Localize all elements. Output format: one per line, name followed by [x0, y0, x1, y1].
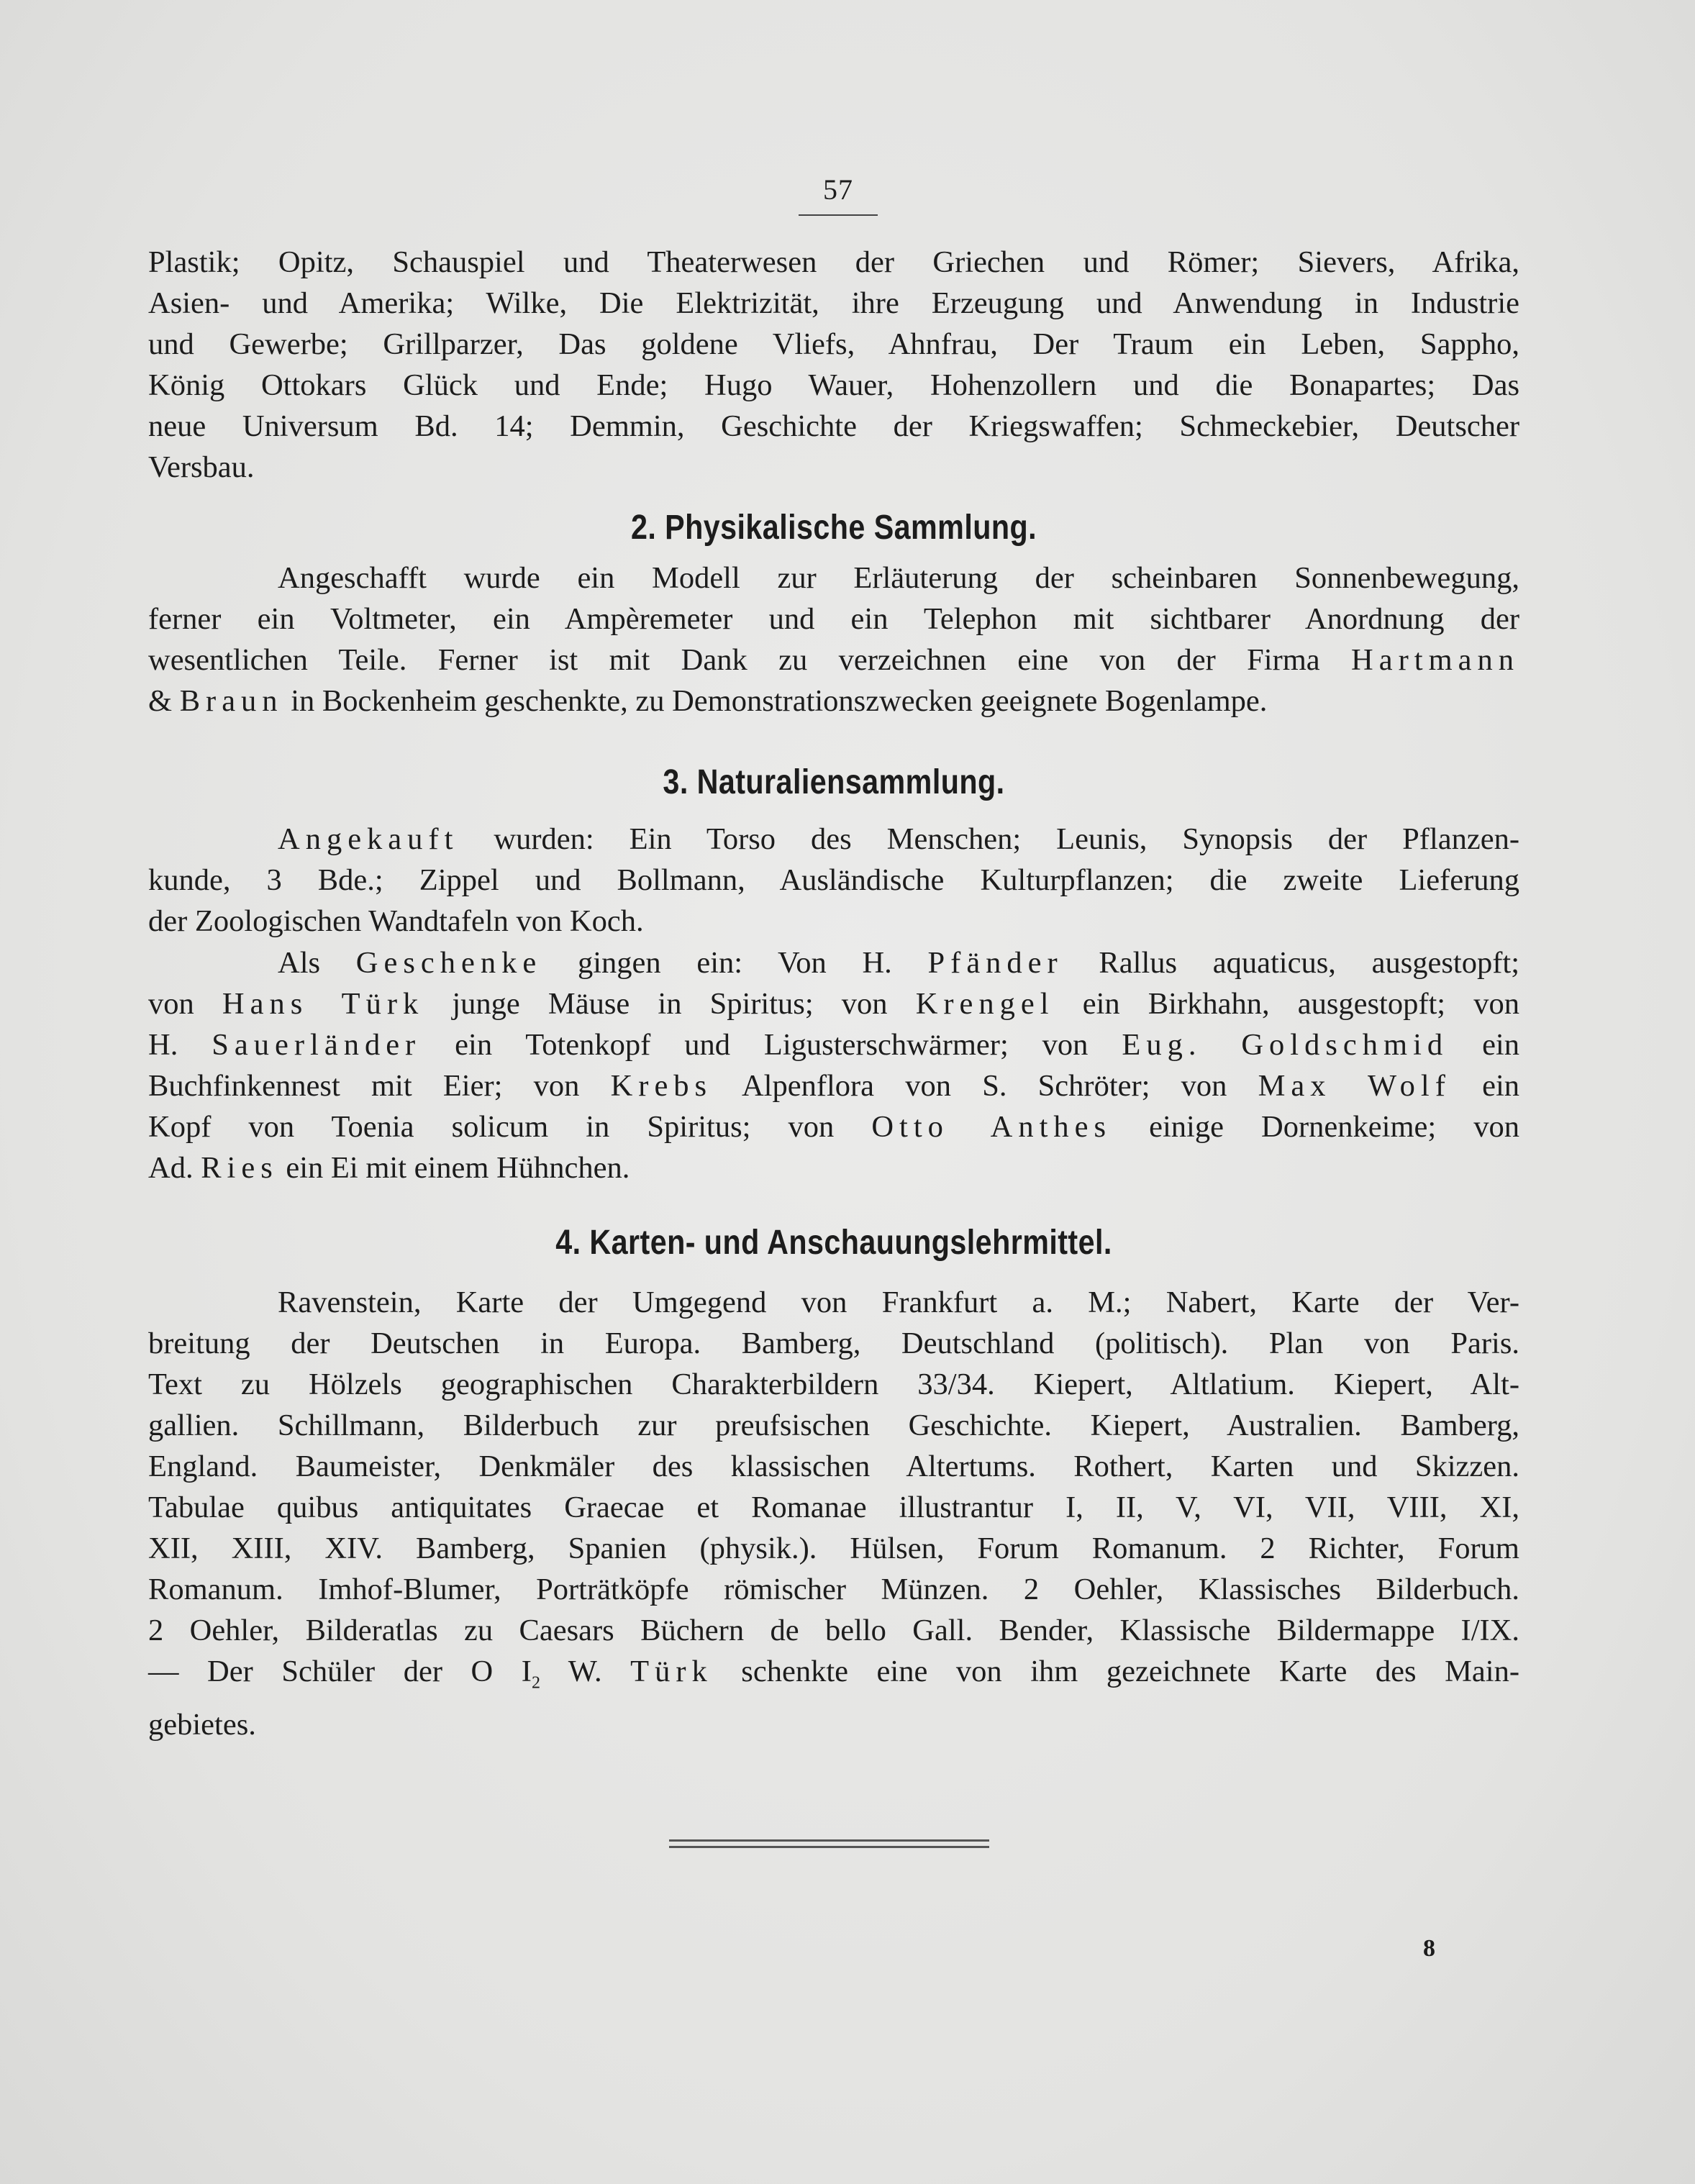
text-line: Versbau. [148, 450, 255, 484]
text-line: ferner ein Voltmeter, ein Ampèremeter und ein Telephon mit sichtbarer Anordnung der [148, 602, 1519, 636]
spaced-name: Krengel [915, 987, 1055, 1021]
text-line: König Ottokars Glück und Ende; Hugo Wauer, Hohenzollern und die Bonapartes; Das [148, 368, 1519, 402]
text-line: kunde, 3 Bde.; Zippel und Bollmann, Ausländische Kulturpflanzen; die zweite Lieferung [148, 863, 1519, 897]
text-line: der Zoologischen Wandtafeln von Koch. [148, 904, 644, 938]
text-line: & Braun in Bockenheim geschenkte, zu Demonstrationszwecken geeignete Bogenlampe. [148, 684, 1268, 718]
spaced-name: Pfänder [927, 946, 1063, 980]
end-rule-bottom [669, 1846, 989, 1848]
intro-paragraph [148, 242, 1519, 488]
text-line: Plastik; Opitz, Schauspiel und Theaterwesen der Griechen und Römer; Sievers, Afrika, [148, 245, 1519, 279]
text-line: Angeschafft wurde ein Modell zur Erläuterung der scheinbaren Sonnenbewegung, [278, 561, 1519, 595]
text-line: Asien- und Amerika; Wilke, Die Elektrizität, ihre Erzeugung und Anwendung in Industrie [148, 286, 1519, 320]
subscript: 2 [531, 1673, 540, 1693]
section2-paragraph [148, 558, 1519, 722]
text-line: England. Baumeister, Denkmäler des klassischen Altertums. Rothert, Karten und Skizzen. [148, 1450, 1519, 1483]
printer-signature: 8 [1423, 1935, 1435, 1962]
text-line: Kopf von Toenia solicum in Spiritus; von Otto Anthes einige Dornenkeime; von [148, 1110, 1519, 1144]
text-line: von Hans Türk junge Mäuse in Spiritus; von Krengel ein Birkhahn, ausgestopft; von [148, 987, 1519, 1021]
spaced-name: Geschenke [355, 946, 542, 980]
spaced-name: Otto Anthes [871, 1110, 1112, 1144]
text-line: Text zu Hölzels geographischen Charakterbildern 33/34. Kiepert, Altlatium. Kiepert, Alt- [148, 1368, 1519, 1401]
spaced-name: Türk [630, 1655, 713, 1688]
text-line: Buchfinkennest mit Eier; von Krebs Alpenflora von S. Schröter; von Max Wolf ein [148, 1069, 1520, 1103]
section3-paragraph-1 [148, 819, 1519, 942]
spaced-name: Ries [201, 1151, 278, 1185]
text-line: neue Universum Bd. 14; Demmin, Geschichte der Kriegswaffen; Schmeckebier, Deutscher [148, 409, 1519, 443]
spaced-name: Sauerländer [212, 1028, 422, 1062]
text-line: breitung der Deutschen in Europa. Bamberg, Deutschland (politisch). Plan von Paris. [148, 1327, 1519, 1360]
text-line: gallien. Schillmann, Bilderbuch zur preufsischen Geschichte. Kiepert, Australien. Bamberg, [148, 1409, 1519, 1442]
spaced-name: Max Wolf [1258, 1069, 1451, 1103]
spaced-name: Eug. Goldschmid [1122, 1028, 1449, 1062]
text-line: wesentlichen Teile. Ferner ist mit Dank zu verzeichnen eine von der Firma Hartmann [148, 643, 1519, 677]
text-line: Angekauft wurden: Ein Torso des Menschen; Leunis, Synopsis der Pflanzen- [278, 822, 1519, 856]
spaced-name: Hans Türk [222, 987, 424, 1021]
spaced-name: Angekauft [278, 822, 459, 856]
text-line: XII, XIII, XIV. Bamberg, Spanien (physik.). Hülsen, Forum Romanum. 2 Richter, Forum [148, 1532, 1519, 1565]
text-line: H. Sauerländer ein Totenkopf und Ligusterschwärmer; von Eug. Goldschmid ein [148, 1028, 1519, 1062]
text-line: Romanum. Imhof-Blumer, Porträtköpfe römischer Münzen. 2 Oehler, Klassisches Bilderbuch. [148, 1573, 1519, 1606]
spaced-name: Hartmann [1351, 643, 1519, 677]
text-line: 2 Oehler, Bilderatlas zu Caesars Büchern de bello Gall. Bender, Klassische Bildermappe I/IX. [148, 1614, 1519, 1647]
section3-paragraph-2 [148, 942, 1519, 1188]
text-line: gebietes. [148, 1707, 256, 1742]
section-heading-naturaliensammlung: 3. Naturaliensammlung. [663, 763, 1005, 801]
text-line: und Gewerbe; Grillparzer, Das goldene Vliefs, Ahnfrau, Der Traum ein Leben, Sappho, [148, 327, 1519, 361]
text-line: Ad. Ries ein Ei mit einem Hühnchen. [148, 1151, 630, 1185]
section-heading-physikalische-sammlung: 2. Physikalische Sammlung. [630, 509, 1037, 547]
section4-paragraph [148, 1282, 1519, 1745]
spaced-name: Krebs [610, 1069, 713, 1103]
end-rule-top [669, 1839, 989, 1842]
spaced-name: Braun [179, 684, 283, 718]
page-number: 57 [823, 173, 853, 206]
section-heading-karten-und-anschauungslehrmittel: 4. Karten- und Anschauungslehrmittel. [555, 1224, 1112, 1262]
text-line: Ravenstein, Karte der Umgegend von Frankfurt a. M.; Nabert, Karte der Ver- [278, 1286, 1519, 1319]
text-line: — Der Schüler der O $I_2$ W. Türk schenkte eine von ihm gezeichnete Karte des Main- [148, 1655, 1519, 1693]
text-line: Tabulae quibus antiquitates Graecae et Romanae illustrantur I, II, V, VI, VII, VIII, XI, [148, 1491, 1519, 1524]
page-number-rule [799, 214, 878, 216]
text-line: Als Geschenke gingen ein: Von H. Pfänder Rallus aquaticus, ausgestopft; [278, 946, 1520, 980]
